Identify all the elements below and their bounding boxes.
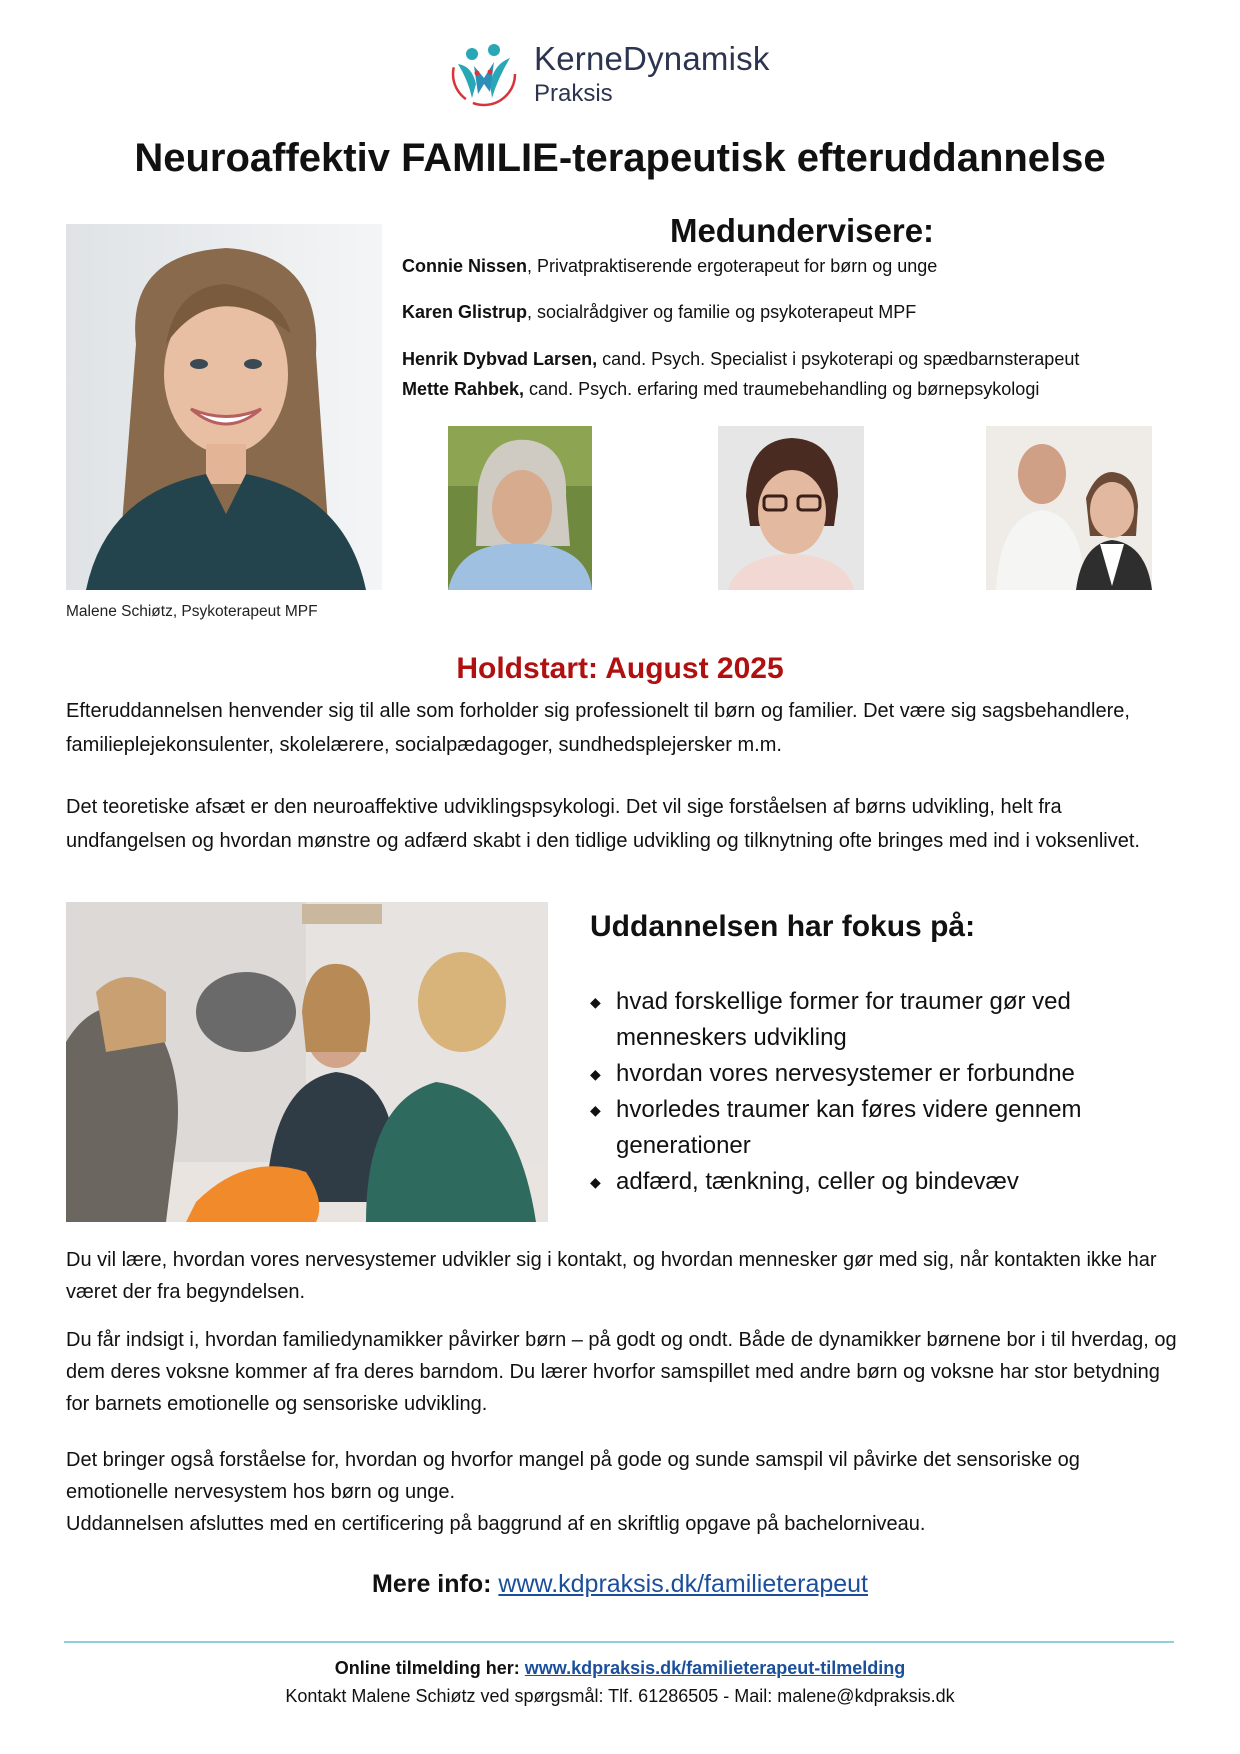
more-info [60, 1570, 1180, 1599]
list-item [590, 1164, 1190, 1200]
intro-paragraph-2: Det teoretiske afsæt er den neuroaffektive udviklingspsykologi. Det vil sige forståelsen af børns udvikling, helt fra undfangelsen og hvordan mønstre og adfærd skabt i den tidlige udvikling og tilknytning ofte bringes med ind i voksenlivet. [66, 796, 1140, 852]
body-paragraph-4: Uddannelsen afsluttes med en certificering på baggrund af en skriftlig opgave på bachelorniveau. [66, 1513, 926, 1535]
list-item [590, 1056, 1190, 1092]
coteachers-heading: Medundervisere: [669, 212, 935, 249]
logo-icon [446, 36, 526, 108]
divider [64, 1641, 1174, 1643]
group-photo [66, 902, 548, 1222]
teacher-item [402, 302, 916, 323]
more-info-label: Mere info: [372, 1570, 499, 1598]
coteacher-photo-1 [448, 426, 592, 590]
contact-line: Kontakt Malene Schiøtz ved spørgsmål: Tlf. 61286505 - Mail: malene@kdpraksis.dk [285, 1686, 955, 1706]
diamond-bullet-icon: ◆ [590, 1174, 601, 1190]
body-paragraph-1: Du vil lære, hvordan vores nervesystemer udvikler sig i kontakt, og hvordan mennesker gør med sig, når kontakten ikke har været der fra begyndelsen. [66, 1249, 1157, 1303]
page-title: Neuroaffektiv FAMILIE-terapeutisk efteruddannelse [134, 136, 1106, 180]
teacher-name: Karen Glistrup [402, 302, 528, 322]
intro-paragraph-1: Efteruddannelsen henvender sig til alle som forholder sig professionelt til børn og familier. Det være sig sagsbehandlere, familieplejekonsulenter, skolelærere, socialpædagoger, sundhedsplejersker m.m. [66, 700, 1130, 756]
holdstart-heading: Holdstart: August 2025 [456, 652, 784, 685]
teacher-name: Connie Nissen [402, 256, 528, 276]
teacher-item [402, 256, 937, 277]
main-portrait-photo [66, 224, 382, 590]
list-item-text: hvad forskellige former for traumer gør ved menneskers udvikling [616, 988, 1071, 1051]
teacher-desc: cand. Psych. erfaring med traumebehandling og børnepsykologi [524, 379, 1040, 399]
focus-heading: Uddannelsen har fokus på: [590, 910, 976, 943]
list-item-text: hvorledes traumer kan føres videre gennem generationer [616, 1096, 1082, 1159]
diamond-bullet-icon: ◆ [590, 1066, 601, 1082]
logo-name: KerneDynamisk [534, 40, 770, 77]
teacher-desc: cand. Psych. Specialist i psykoterapi og spædbarnsterapeut [597, 349, 1080, 369]
focus-list [590, 984, 1190, 1200]
signup-line [60, 1658, 1180, 1679]
list-item-text: adfærd, tænkning, celler og bindevæv [616, 1168, 1019, 1195]
signup-label: Online tilmelding her: [334, 1658, 525, 1678]
more-info-link[interactable]: www.kdpraksis.dk/familieterapeut [498, 1570, 868, 1598]
body-paragraph-3: Det bringer også forståelse for, hvordan og hvorfor mangel på gode og sunde samspil vil påvirke det sensoriske og emotionelle nervesystem hos børn og unge. [66, 1449, 1080, 1503]
list-item [590, 1092, 1190, 1164]
signup-link[interactable]: www.kdpraksis.dk/familieterapeut-tilmelding [524, 1658, 906, 1678]
teacher-desc: , socialrådgiver og familie og psykoterapeut MPF [527, 302, 917, 322]
teacher-name: Henrik Dybvad Larsen, [402, 349, 598, 369]
body-paragraph-2: Du får indsigt i, hvordan familiedynamikker påvirker børn – på godt og ondt. Både de dynamikker børnene bor i til hverdag, og dem deres voksne kommer af fra deres barndom. Du lærer hvorfor samspillet med andre børn og voksne har stor betydning for barnets emotionelle og sensoriske udvikling. [66, 1329, 1177, 1415]
list-item-text: hvordan vores nervesystemer er forbundne [616, 1060, 1075, 1087]
coteacher-photo-2 [718, 426, 864, 590]
teacher-item [402, 349, 1079, 370]
coteacher-photo-3 [986, 426, 1152, 590]
teacher-item [402, 379, 1039, 400]
diamond-bullet-icon: ◆ [590, 1102, 601, 1118]
logo-subname: Praksis [534, 80, 613, 107]
diamond-bullet-icon: ◆ [590, 994, 601, 1010]
teacher-name: Mette Rahbek, [402, 379, 525, 399]
main-portrait-caption: Malene Schiøtz, Psykoterapeut MPF [66, 603, 318, 620]
list-item [590, 984, 1190, 1056]
logo [446, 36, 796, 108]
teacher-desc: , Privatpraktiserende ergoterapeut for børn og unge [527, 256, 938, 276]
